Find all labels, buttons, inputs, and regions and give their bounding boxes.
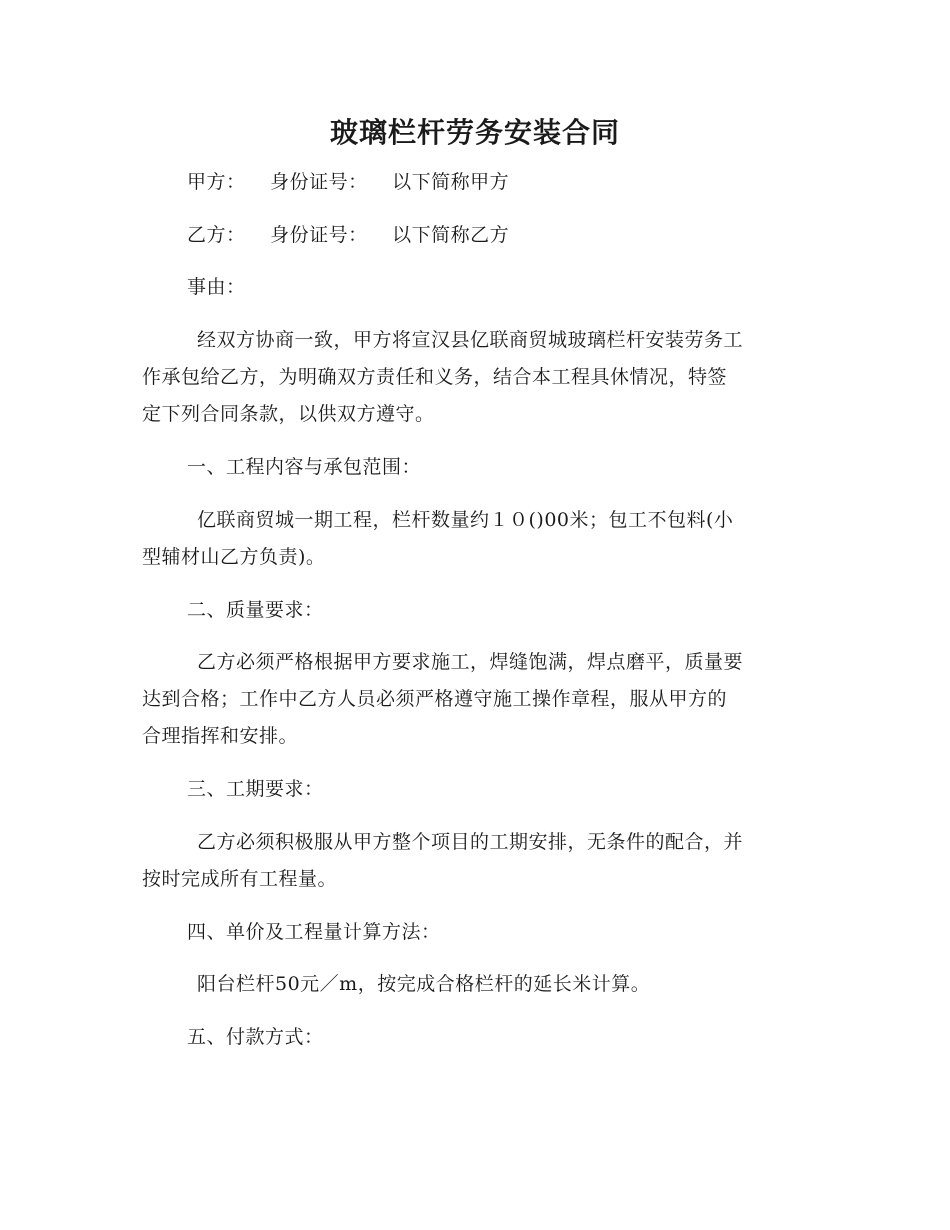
- section3-line-1: 乙方必须积极服从甲方整个项目的工期安排，无条件的配合，并: [197, 831, 744, 853]
- section4-heading: 四、单价及工程量计算方法：: [187, 921, 441, 943]
- party-b-id-label: 身份证号：: [270, 224, 368, 246]
- party-a-line: [187, 164, 867, 201]
- section3-heading: 三、工期要求：: [187, 778, 324, 800]
- party-a-label: 甲方：: [187, 171, 246, 193]
- reason-heading: 事由：: [187, 276, 246, 298]
- section2-line-2: 达到合格；工作中乙方人员必须严格遵守施工操作章程，服从甲方的: [142, 688, 728, 710]
- section1-heading: 一、工程内容与承包范围：: [187, 456, 422, 478]
- reason-line-1: 经双方协商一致，甲方将宣汉县亿联商贸城玻璃栏杆安装劳务工: [197, 329, 744, 351]
- section3-line-2: 按时完成所有工程量。: [142, 868, 338, 890]
- document-title: 玻璃栏杆劳务安装合同: [329, 116, 620, 149]
- section2-line-1: 乙方必须严格根据甲方要求施工，焊缝饱满，焊点磨平，质量要: [197, 651, 744, 673]
- party-b-line: [187, 217, 867, 254]
- section5-heading: 五、付款方式：: [187, 1026, 324, 1048]
- party-a-alias: 以下简称甲方: [392, 171, 510, 193]
- reason-line-3: 定下列合同条款，以供双方遵守。: [142, 403, 435, 425]
- section1-line-2: 型辅材山乙方负责)。: [142, 546, 326, 568]
- section2-line-3: 合理指挥和安排。: [142, 725, 299, 747]
- party-a-id-label: 身份证号：: [270, 171, 368, 193]
- section2-heading: 二、质量要求：: [187, 599, 324, 621]
- party-b-label: 乙方：: [187, 224, 246, 246]
- section4-line-1: 阳台栏杆50元／m，按完成合格栏杆的延长米计算。: [197, 973, 651, 995]
- party-b-alias: 以下简称乙方: [392, 224, 510, 246]
- section1-line-1: 亿联商贸城一期工程，栏杆数量约１０()00米；包工不包料(小: [197, 509, 734, 531]
- reason-line-2: 作承包给乙方，为明确双方责任和义务，结合本工程具休情况，特签: [142, 366, 728, 388]
